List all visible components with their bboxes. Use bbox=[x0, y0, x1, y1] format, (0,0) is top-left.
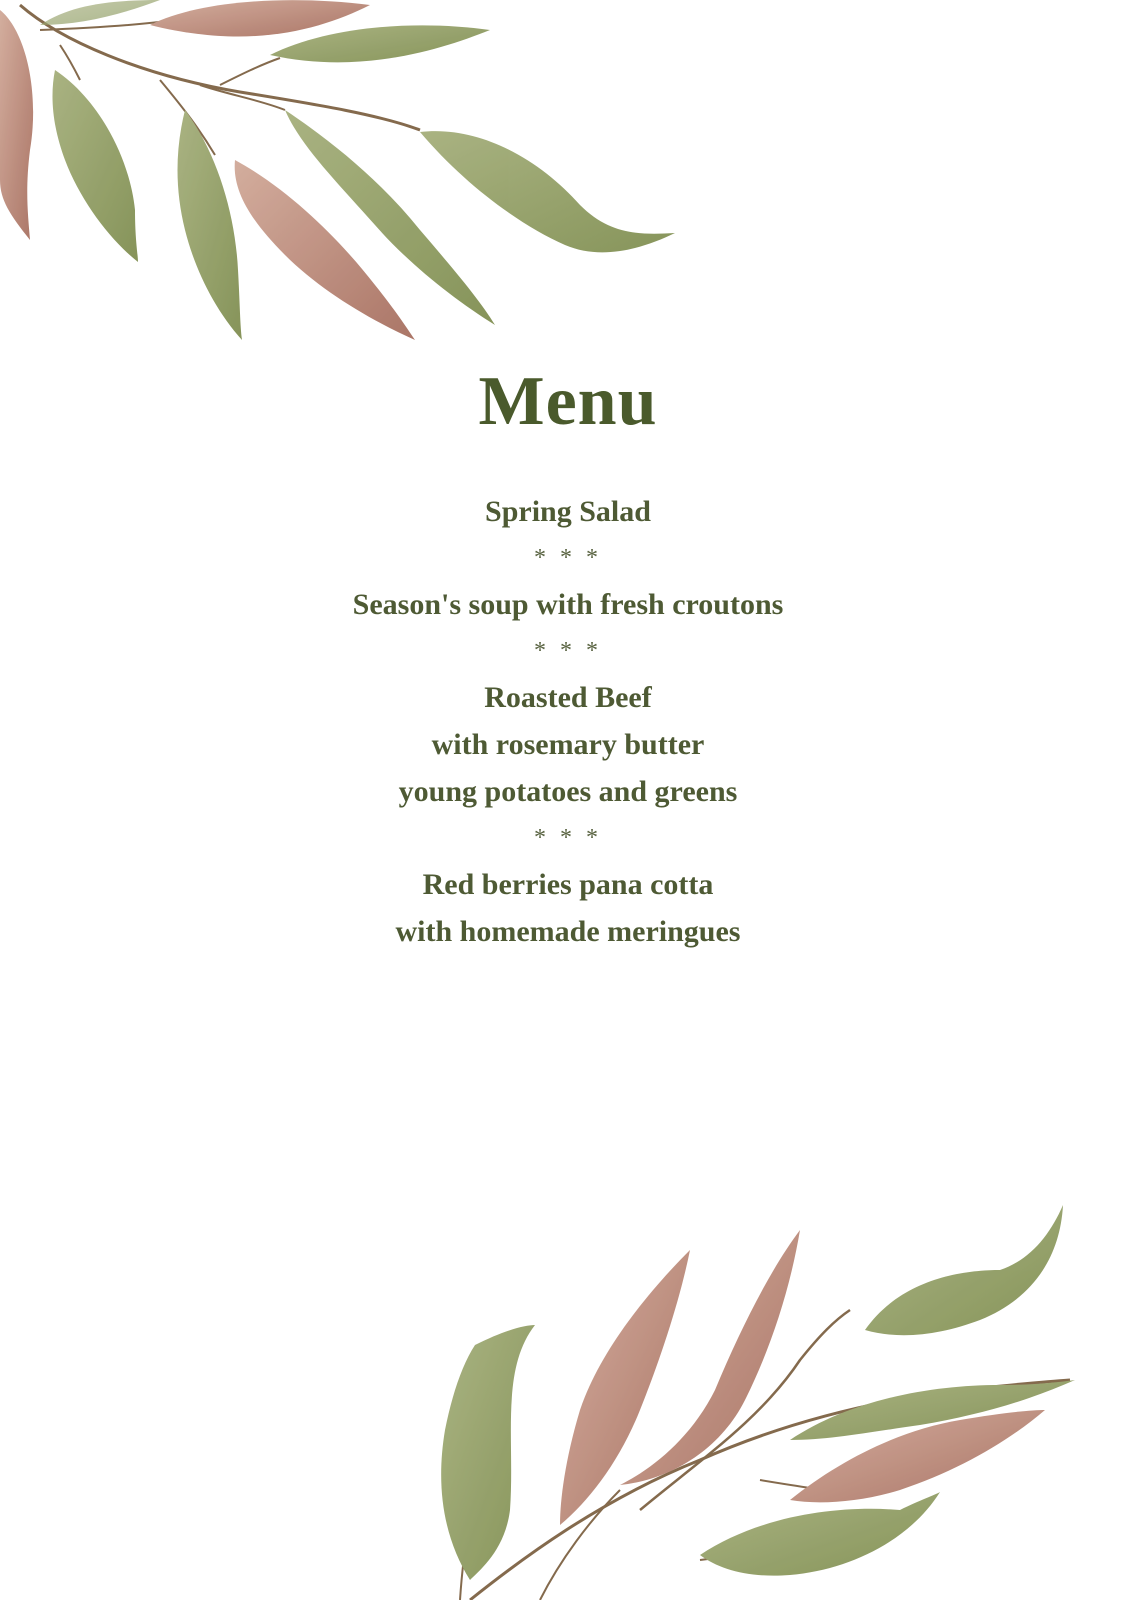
bottom-right-branch bbox=[441, 1205, 1075, 1600]
top-left-branch bbox=[0, 0, 675, 340]
menu-item-line: Spring Salad bbox=[485, 495, 651, 528]
separator-asterisks: * * * bbox=[534, 638, 602, 664]
course-separator bbox=[0, 815, 1136, 861]
menu-list bbox=[0, 488, 1136, 955]
separator-asterisks: * * * bbox=[534, 545, 602, 571]
page-title: Menu bbox=[478, 363, 658, 440]
menu-item-line: with rosemary butter bbox=[431, 728, 705, 761]
menu-item-line: Roasted Beef bbox=[484, 681, 652, 714]
menu-item-line: Red berries pana cotta bbox=[422, 868, 714, 901]
course-separator bbox=[0, 535, 1136, 581]
menu-course-salad bbox=[0, 488, 1136, 535]
menu-course-dessert bbox=[0, 861, 1136, 955]
course-separator bbox=[0, 628, 1136, 674]
menu-course-soup bbox=[0, 581, 1136, 628]
menu-item-line: young potatoes and greens bbox=[398, 775, 738, 808]
menu-item-line: Season's soup with fresh croutons bbox=[352, 588, 784, 621]
menu-item-line: with homemade meringues bbox=[395, 915, 741, 948]
menu-course-main bbox=[0, 674, 1136, 815]
separator-asterisks: * * * bbox=[534, 825, 602, 851]
